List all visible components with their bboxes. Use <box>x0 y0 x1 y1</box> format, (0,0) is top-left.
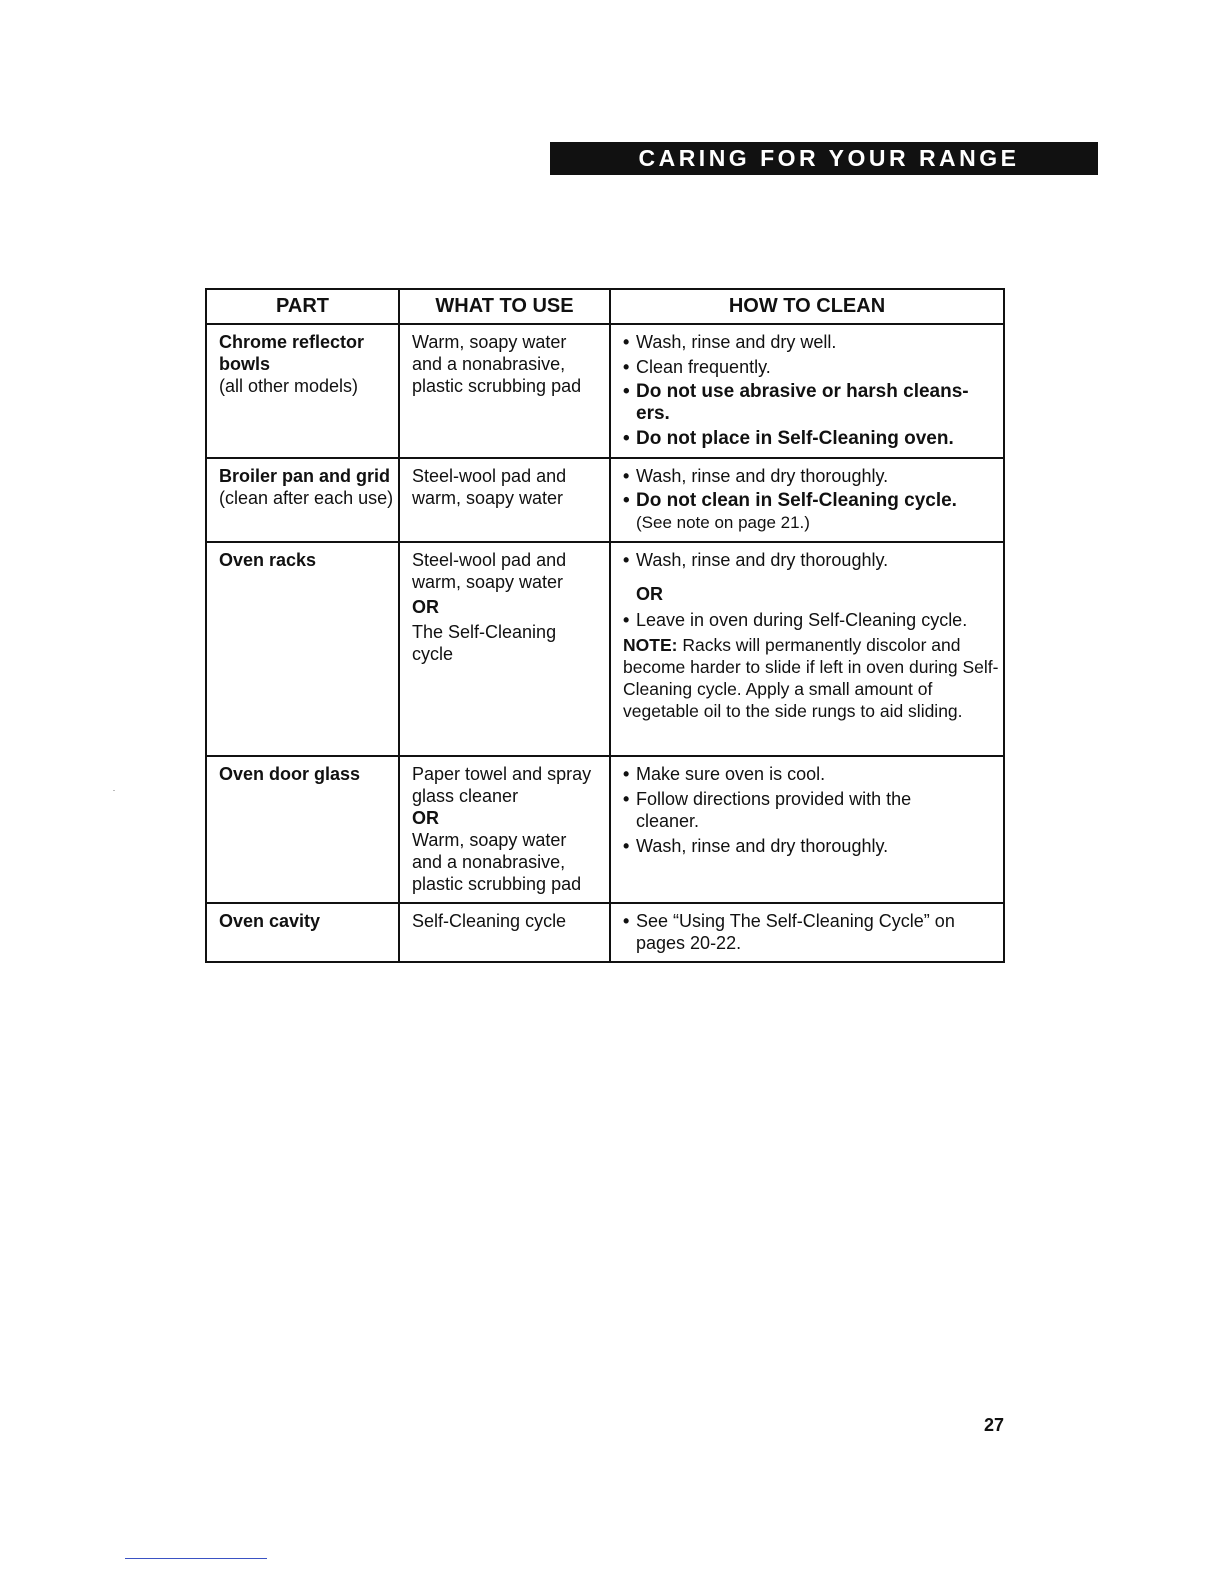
or-label: OR <box>412 597 439 617</box>
note-text: Racks will permanently discolor and become harder to slide if left in oven during Self-Cleaning cycle. Apply a small amount of vegetable oil to the side rungs to aid sliding. <box>623 635 999 721</box>
table-header-row <box>206 289 1004 324</box>
clean-step: • See “Using The Self-Cleaning Cycle” on pages 20-22. <box>623 910 999 954</box>
part-note: (all other models) <box>219 376 359 396</box>
or-label: OR <box>412 808 439 828</box>
clean-step: • Wash, rinse and dry thoroughly. <box>623 549 999 571</box>
what-to-use-cell <box>399 903 610 962</box>
how-to-clean-cell <box>610 542 1004 756</box>
use-line: Warm, soapy water <box>412 332 567 352</box>
clean-step-warning-text: Do not clean in Self-Cleaning cycle. <box>636 490 957 511</box>
clean-step: • Clean frequently. <box>623 356 999 378</box>
use-line: Steel-wool pad and <box>412 466 567 486</box>
part-cell <box>206 542 399 756</box>
part-name: Oven door glass <box>219 764 361 784</box>
section-banner: CARING FOR YOUR RANGE <box>550 142 1098 175</box>
use-line: The Self-Cleaning <box>412 622 557 642</box>
table-row <box>206 542 1004 756</box>
footer-rule <box>125 1558 267 1559</box>
how-to-clean-cell <box>610 903 1004 962</box>
how-to-clean-cell <box>610 756 1004 903</box>
use-line: Warm, soapy water <box>412 830 567 850</box>
use-line: Self-Cleaning cycle <box>412 911 567 931</box>
use-line: Paper towel and spray <box>412 764 592 784</box>
clean-step: • Leave in oven during Self-Cleaning cycle. <box>623 609 999 631</box>
use-line: and a nonabrasive, <box>412 852 566 872</box>
table-row <box>206 324 1004 458</box>
table-row <box>206 458 1004 542</box>
part-name: Broiler pan and grid <box>219 466 391 486</box>
page-reference: (See note on page 21.) <box>636 513 810 532</box>
table-row <box>206 903 1004 962</box>
clean-step-warning: • Do not use abrasive or harsh cleans-ers. <box>623 381 999 425</box>
clean-step-warning: • Do not place in Self-Cleaning oven. <box>623 428 999 450</box>
table-row <box>206 756 1004 903</box>
use-line: plastic scrubbing pad <box>412 376 582 396</box>
what-to-use-cell <box>399 542 610 756</box>
cleaning-table <box>205 288 1005 963</box>
what-to-use-cell <box>399 458 610 542</box>
part-cell <box>206 458 399 542</box>
how-to-clean-cell <box>610 458 1004 542</box>
clean-step: • Follow directions provided with the cleaner. <box>623 788 999 832</box>
part-cell <box>206 756 399 903</box>
margin-mark <box>113 790 115 791</box>
clean-steps <box>623 763 999 857</box>
page-number: 27 <box>984 1415 1005 1435</box>
part-cell <box>206 324 399 458</box>
clean-steps <box>623 910 999 954</box>
what-to-use-cell <box>399 756 610 903</box>
header-what-to-use: WHAT TO USE <box>399 289 610 324</box>
part-note: (clean after each use) <box>219 488 394 508</box>
part-name: Chrome reflector bowls <box>219 332 365 374</box>
what-to-use-cell <box>399 324 610 458</box>
use-line: warm, soapy water <box>412 572 564 592</box>
part-name: Oven racks <box>219 550 317 570</box>
clean-step: • Wash, rinse and dry thoroughly. <box>623 465 999 487</box>
clean-step-warning <box>623 490 999 534</box>
clean-steps <box>623 331 999 450</box>
header-how-to-clean: HOW TO CLEAN <box>610 289 1004 324</box>
part-cell <box>206 903 399 962</box>
or-label: OR <box>636 584 663 604</box>
use-line: and a nonabrasive, <box>412 354 566 374</box>
clean-steps <box>623 609 999 631</box>
use-line: warm, soapy water <box>412 488 564 508</box>
note-label: NOTE: <box>623 635 678 655</box>
clean-steps <box>623 465 999 534</box>
note-block <box>623 634 999 722</box>
how-to-clean-cell <box>610 324 1004 458</box>
use-line: Steel-wool pad and <box>412 550 567 570</box>
clean-step: • Make sure oven is cool. <box>623 763 999 785</box>
use-line: glass cleaner <box>412 786 519 806</box>
clean-step: • Wash, rinse and dry thoroughly. <box>623 835 999 857</box>
clean-step: • Wash, rinse and dry well. <box>623 331 999 353</box>
header-part: PART <box>206 289 399 324</box>
part-name: Oven cavity <box>219 911 321 931</box>
use-line: plastic scrubbing pad <box>412 874 582 894</box>
use-line: cycle <box>412 644 454 664</box>
clean-steps <box>623 549 999 571</box>
